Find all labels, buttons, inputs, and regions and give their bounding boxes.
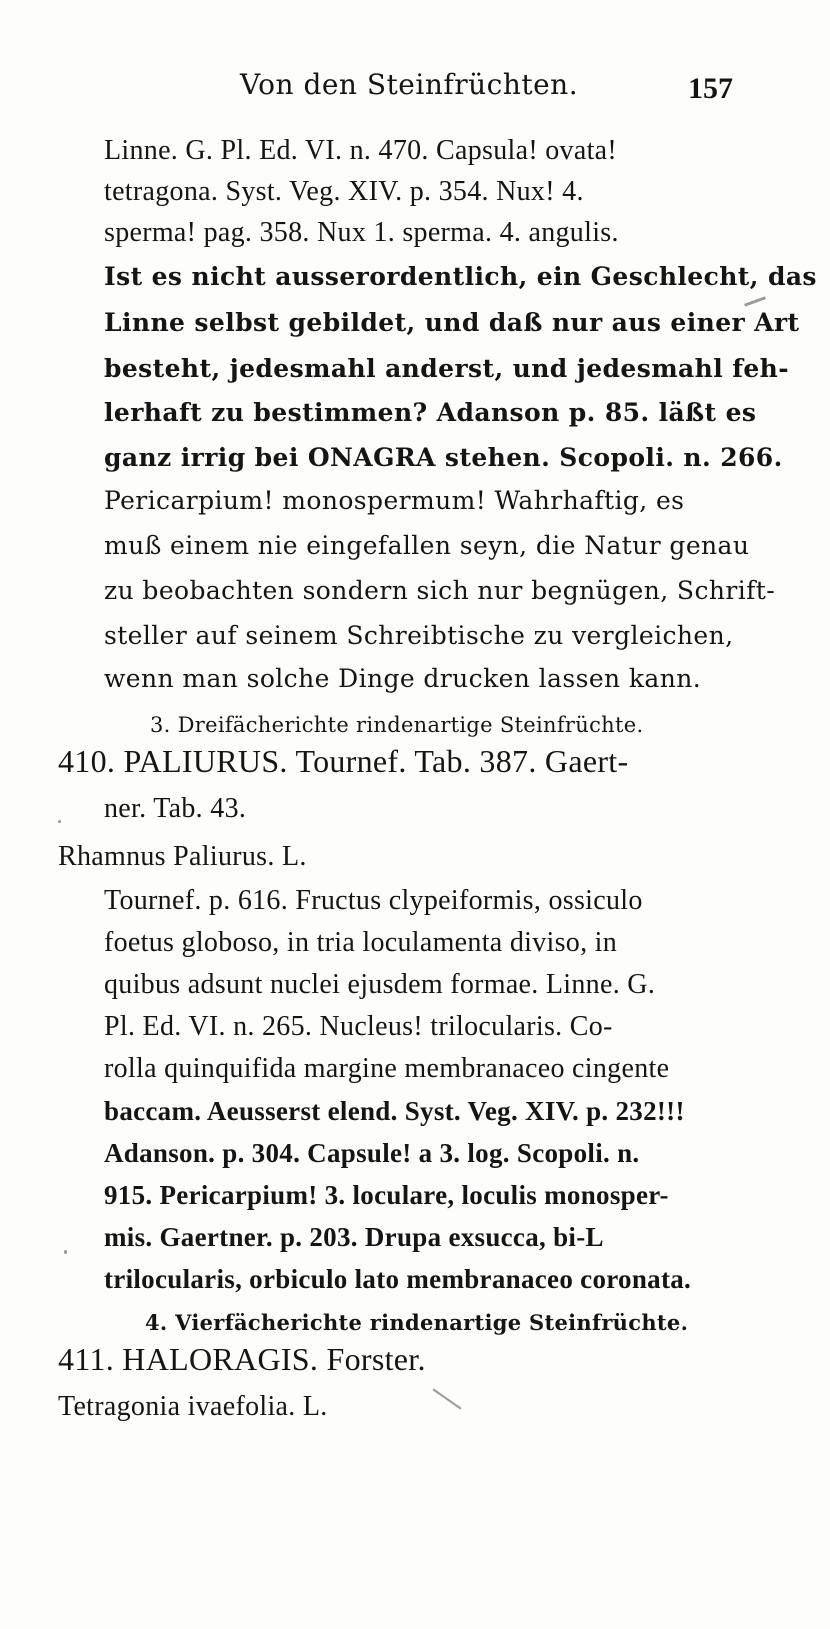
text-line: zu beobachten sondern sich nur begnügen, Schrift-: [104, 576, 776, 605]
running-title: Von den Steinfrüchten.: [240, 68, 579, 101]
text-line: Ist es nicht ausserordentlich, ein Geschlecht, das: [104, 262, 817, 291]
text-line: sperma! pag. 358. Nux 1. sperma. 4. angulis.: [104, 217, 619, 248]
text-line: rolla quinquifida margine membranaceo cingente: [104, 1053, 670, 1084]
text-line: baccam. Aeusserst elend. Syst. Veg. XIV. p. 232!!!: [104, 1096, 685, 1126]
text-line: trilocularis, orbiculo lato membranaceo coronata.: [104, 1264, 692, 1294]
scan-mark: [58, 820, 61, 823]
text-line: Tournef. p. 616. Fructus clypeiformis, ossiculo: [104, 885, 643, 916]
scan-mark: [64, 1250, 67, 1254]
text-line: Pericarpium! monospermum! Wahrhaftig, es: [104, 486, 685, 515]
section-caption: 3. Dreifächerichte rindenartige Steinfrüchte.: [150, 713, 644, 737]
text-line: muß einem nie eingefallen seyn, die Natur genau: [104, 531, 750, 560]
text-line: Linne. G. Pl. Ed. VI. n. 470. Capsula! ovata!: [104, 135, 618, 166]
text-line: foetus globoso, in tria loculamenta diviso, in: [104, 927, 618, 958]
text-line: Linne selbst gebildet, und daß nur aus einer Art: [104, 308, 800, 337]
text-line: mis. Gaertner. p. 203. Drupa exsucca, bi-L: [104, 1222, 604, 1252]
text-line: lerhaft zu bestimmen? Adanson p. 85. läßt es: [104, 398, 757, 427]
section-caption: 4. Vierfächerichte rindenartige Steinfrüchte.: [145, 1310, 689, 1335]
page-number: 157: [688, 72, 733, 105]
text-line: tetragona. Syst. Veg. XIV. p. 354. Nux! 4.: [104, 176, 584, 207]
synonym-line: Rhamnus Paliurus. L.: [58, 841, 307, 872]
text-line: besteht, jedesmahl anderst, und jedesmahl feh-: [104, 354, 790, 383]
text-line: Pl. Ed. VI. n. 265. Nucleus! trilocularis. Co-: [104, 1011, 613, 1042]
synonym-line: Tetragonia ivaefolia. L.: [58, 1391, 328, 1422]
text-line: wenn man solche Dinge drucken lassen kann.: [104, 664, 702, 693]
text-line: steller auf seinem Schreibtische zu vergleichen,: [104, 621, 734, 650]
entry-heading: 411. HALORAGIS. Forster.: [58, 1341, 426, 1377]
page-header: [0, 64, 830, 104]
scan-mark: [433, 1388, 462, 1409]
text-line: ganz irrig bei ONAGRA stehen. Scopoli. n. 266.: [104, 443, 783, 472]
text-line: 915. Pericarpium! 3. loculare, loculis monosper-: [104, 1180, 669, 1210]
entry-heading: 410. PALIURUS. Tournef. Tab. 387. Gaert-: [58, 743, 629, 779]
text-line: quibus adsunt nuclei ejusdem formae. Linne. G.: [104, 969, 656, 1000]
entry-heading-continued: ner. Tab. 43.: [104, 793, 247, 824]
text-line: Adanson. p. 304. Capsule! a 3. log. Scopoli. n.: [104, 1138, 640, 1168]
